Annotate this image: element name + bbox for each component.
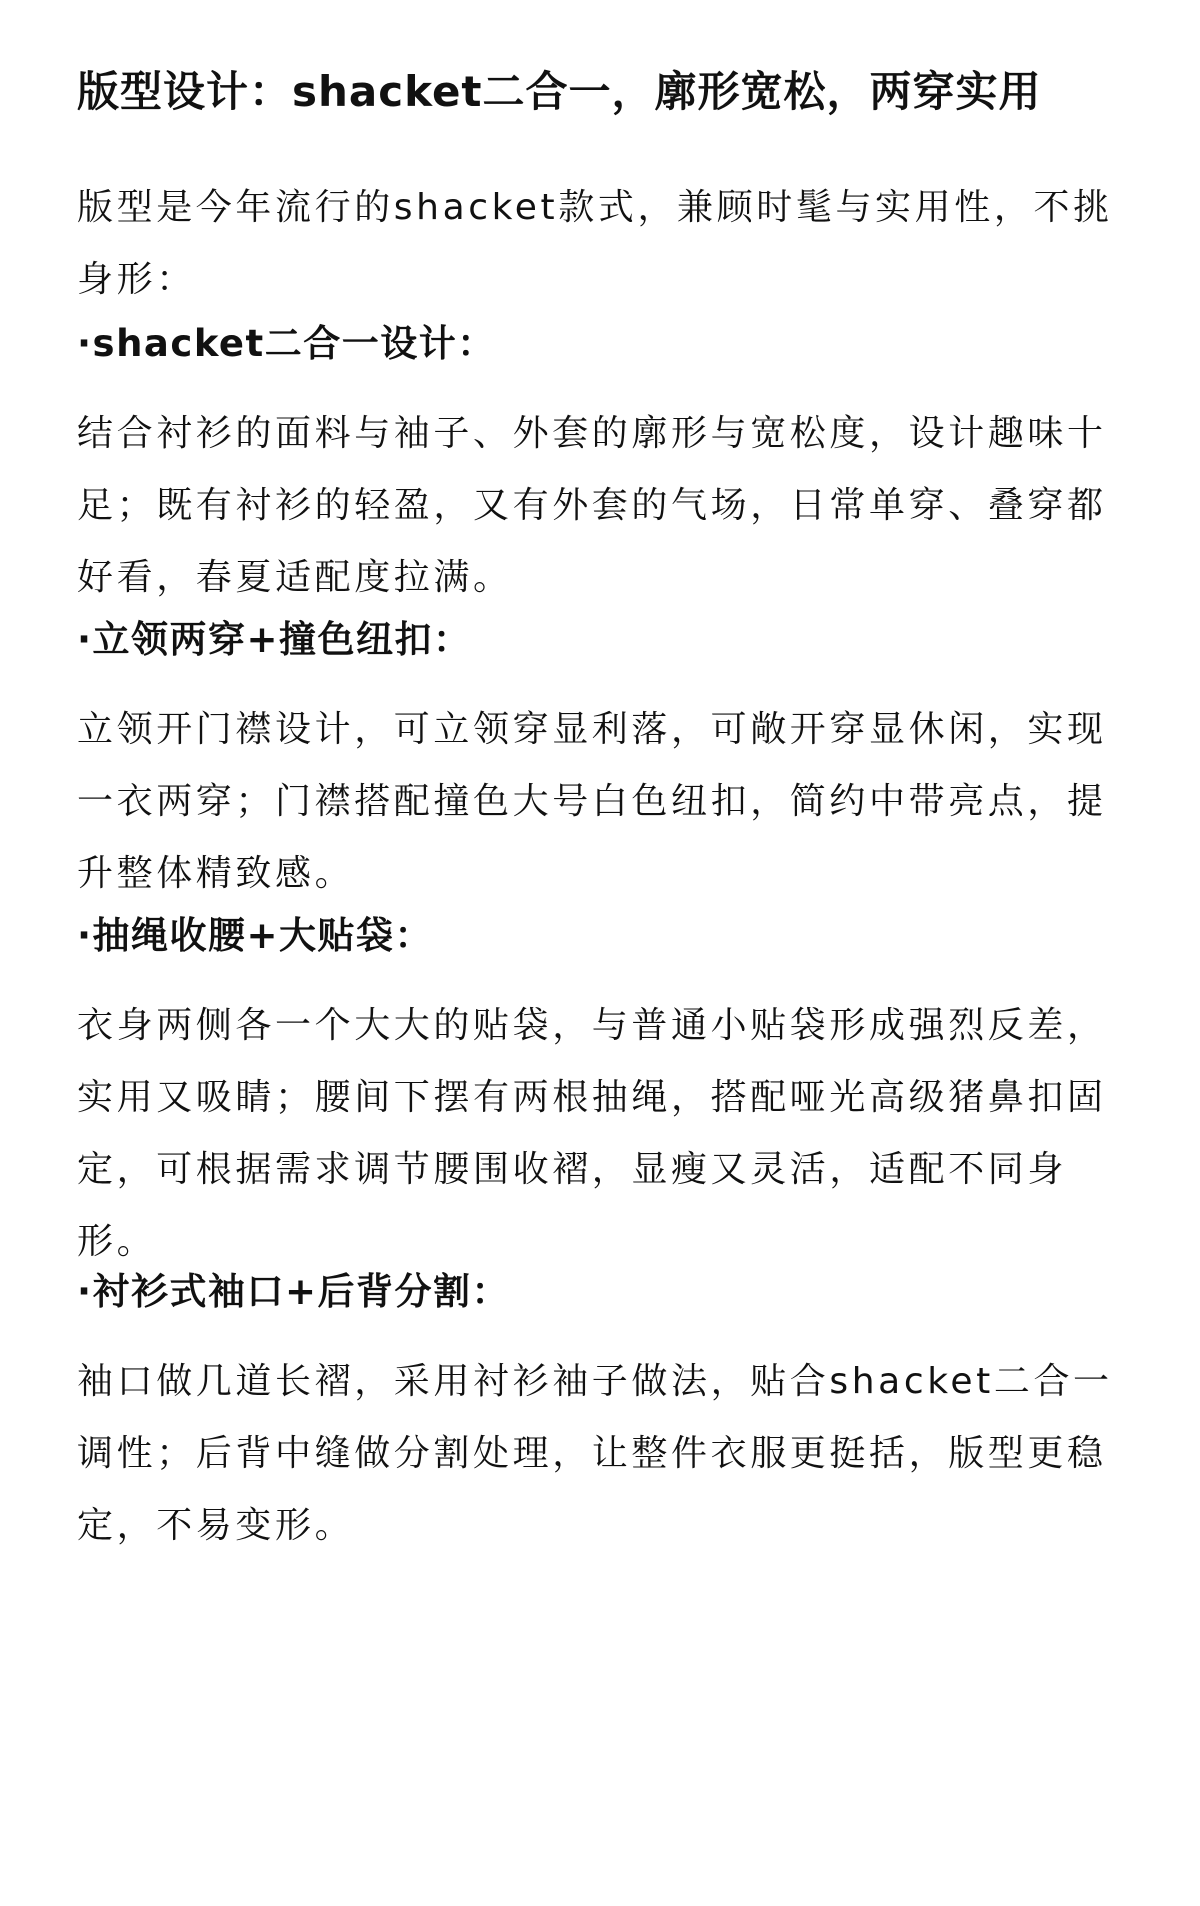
section-heading-shacket: ·shacket二合一设计： [77,322,496,365]
section-heading-collar: ·立领两穿+撞色纽扣： [77,618,472,661]
section-heading-drawstring: ·抽绳收腰+大贴袋： [77,914,434,957]
section-body-drawstring: 衣身两侧各一个大大的贴袋，与普通小贴袋形成强烈反差，实用又吸睛；腰间下摆有两根抽绳，搭配哑光高级猪鼻扣固定，可根据需求调节腰围收褶，显瘦又灵活，适配不同身形。 [77,1005,1107,1262]
section-body-cuff: 袖口做几道长褶，采用衬衫袖子做法，贴合shacket二合一调性；后背中缝做分割处理，让整件衣服更挺括，版型更稳定，不易变形。 [77,1361,1113,1546]
section-heading-cuff: ·衬衫式袖口+后背分割： [77,1270,511,1313]
intro-paragraph: 版型是今年流行的shacket款式，兼顾时髦与实用性，不挑身形： [77,187,1113,300]
section-body-shacket: 结合衬衫的面料与袖子、外套的廓形与宽松度，设计趣味十足；既有衬衫的轻盈，又有外套的气场，日常单穿、叠穿都好看，春夏适配度拉满。 [77,413,1107,598]
section-body-collar: 立领开门襟设计，可立领穿显利落，可敞开穿显休闲，实现一衣两穿；门襟搭配撞色大号白色纽扣，简约中带亮点，提升整体精致感。 [77,709,1107,894]
article-title: 版型设计：shacket二合一，廓形宽松，两穿实用 [77,67,1042,116]
